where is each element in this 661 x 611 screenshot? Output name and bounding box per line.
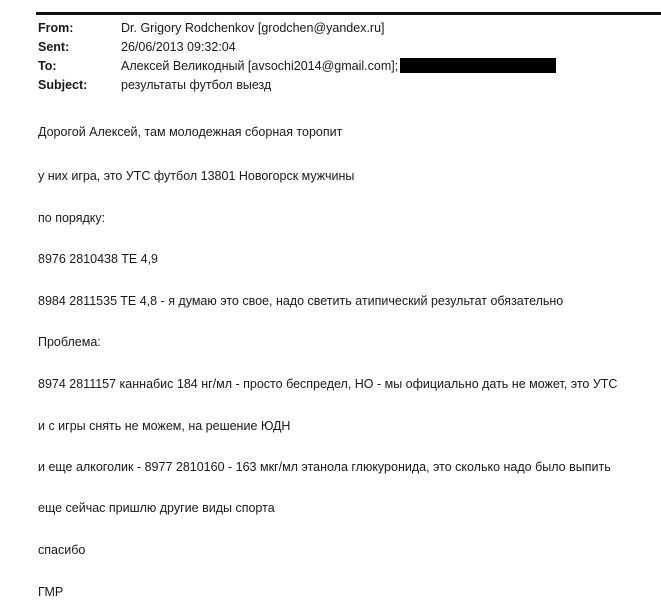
body-line-sample-2: 8984 2811535 TE 4,8 - я думаю это свое, надо светить атипический результат обязательно <box>38 294 564 308</box>
body-line-sample-3: 8974 2811157 каннабис 184 нг/мл - просто беспредел, НО - мы официально дать не может, это УТС <box>38 377 618 391</box>
body-line-sample-4: и еще алкоголик - 8977 2810160 - 163 мкг/мл этанола глюкуронида, это сколько надо было выпить <box>38 460 611 474</box>
from-label: From: <box>38 21 74 35</box>
body-line-more-sports: еще сейчас пришлю другие виды спорта <box>38 501 275 515</box>
to-value-wrapper <box>121 57 556 76</box>
body-line-problem: Проблема: <box>38 335 101 349</box>
sent-value: 26/06/2013 09:32:04 <box>121 40 236 54</box>
subject-value: результаты футбол выезд <box>121 78 272 92</box>
from-value: Dr. Grigory Rodchenkov [grodchen@yandex.ru] <box>121 21 385 35</box>
redaction-block <box>400 58 556 73</box>
subject-label: Subject: <box>38 78 88 92</box>
body-line-greeting: Дорогой Алексей, там молодежная сборная торопит <box>38 125 343 139</box>
header-divider <box>36 12 661 15</box>
body-line-sample-1: 8976 2810438 TE 4,9 <box>38 252 159 266</box>
body-line-signature: ГМР <box>38 585 64 599</box>
body-line-thanks: спасибо <box>38 543 86 557</box>
body-line-order: по порядку: <box>38 211 106 225</box>
body-line-decision: и с игры снять не можем, на решение ЮДН <box>38 419 291 433</box>
body-line-game: у них игра, это УТС футбол 13801 Новогорск мужчины <box>38 169 355 183</box>
sent-label: Sent: <box>38 40 70 54</box>
to-label: To: <box>38 59 57 73</box>
to-value: Алексей Великодный [avsochi2014@gmail.com]; <box>121 59 399 73</box>
